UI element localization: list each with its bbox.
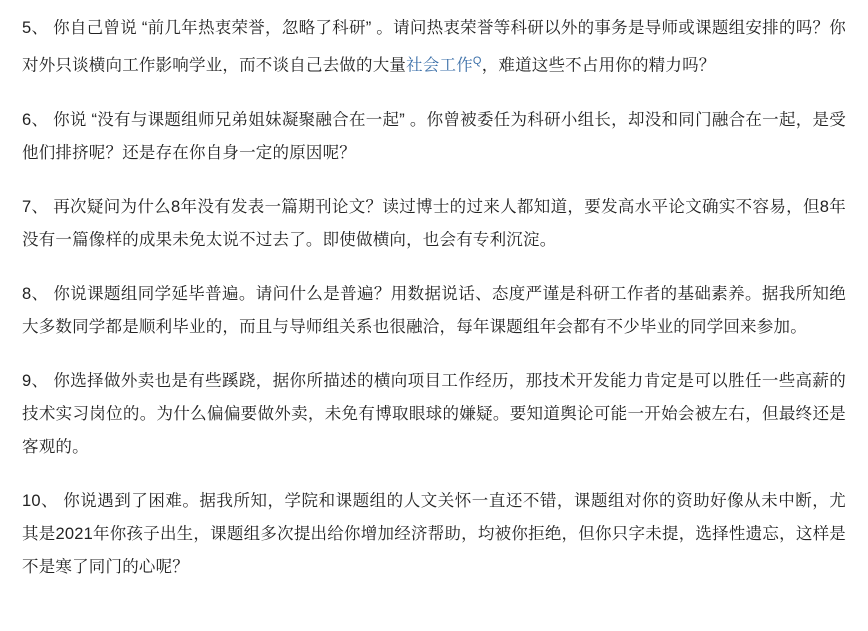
text-run: 10、 你说遇到了困难。据我所知，学院和课题组的人文关怀一直还不错，课题组对你的资助好像从未中断，尤其是2021年你孩子出生，课题组多次提出给你增加经济帮助，均被你拒绝，但你只字未提，选择性遗忘，这样是不是寒了同门的心呢？ <box>22 491 846 576</box>
link-search-icon[interactable]: Q <box>472 55 482 67</box>
paragraph-q9 <box>22 365 846 464</box>
text-run: ，难道这些不占用你的精力吗？ <box>481 56 716 75</box>
text-run: 8、 你说课题组同学延毕普遍。请问什么是普遍？用数据说话、态度严谨是科研工作者的基础素养。据我所知绝大多数同学都是顺利毕业的，而且与导师组关系也很融洽，每年课题组年会都有不少毕业的同学回来参加。 <box>22 284 846 336</box>
paragraph-q5 <box>22 12 846 83</box>
paragraph-list <box>22 12 846 584</box>
paragraph-q10 <box>22 485 846 584</box>
text-run: 9、 你选择做外卖也是有些蹊跷，据你所描述的横向项目工作经历，那技术开发能力肯定是可以胜任一些高薪的技术实习岗位的。为什么偏偏要做外卖，未免有博取眼球的嫌疑。要知道舆论可能一开始会被左右，但最终还是客观的。 <box>22 371 846 456</box>
text-run: 5、 你自己曾说 “前几年热衷荣誉，忽略了科研” 。请问热衷荣誉等科研以外的事务是导师或课题组安排的吗？你对外只谈横向工作影响学业，而不谈自己去做的大量 <box>22 19 846 75</box>
text-run: 6、 你说 “没有与课题组师兄弟姐妹凝聚融合在一起” 。你曾被委任为科研小组长，却没和同门融合在一起，是受他们排挤呢？还是存在你自身一定的原因呢？ <box>22 110 846 162</box>
paragraph-q7 <box>22 191 846 257</box>
text-run: 7、 再次疑问为什么8年没有发表一篇期刊论文？读过博士的过来人都知道，要发高水平论文确实不容易，但8年没有一篇像样的成果未免太说不过去了。即使做横向，也会有专利沉淀。 <box>22 197 846 249</box>
inline-link[interactable]: 社会工作 <box>406 56 473 75</box>
paragraph-q8 <box>22 278 846 344</box>
paragraph-q6 <box>22 104 846 170</box>
